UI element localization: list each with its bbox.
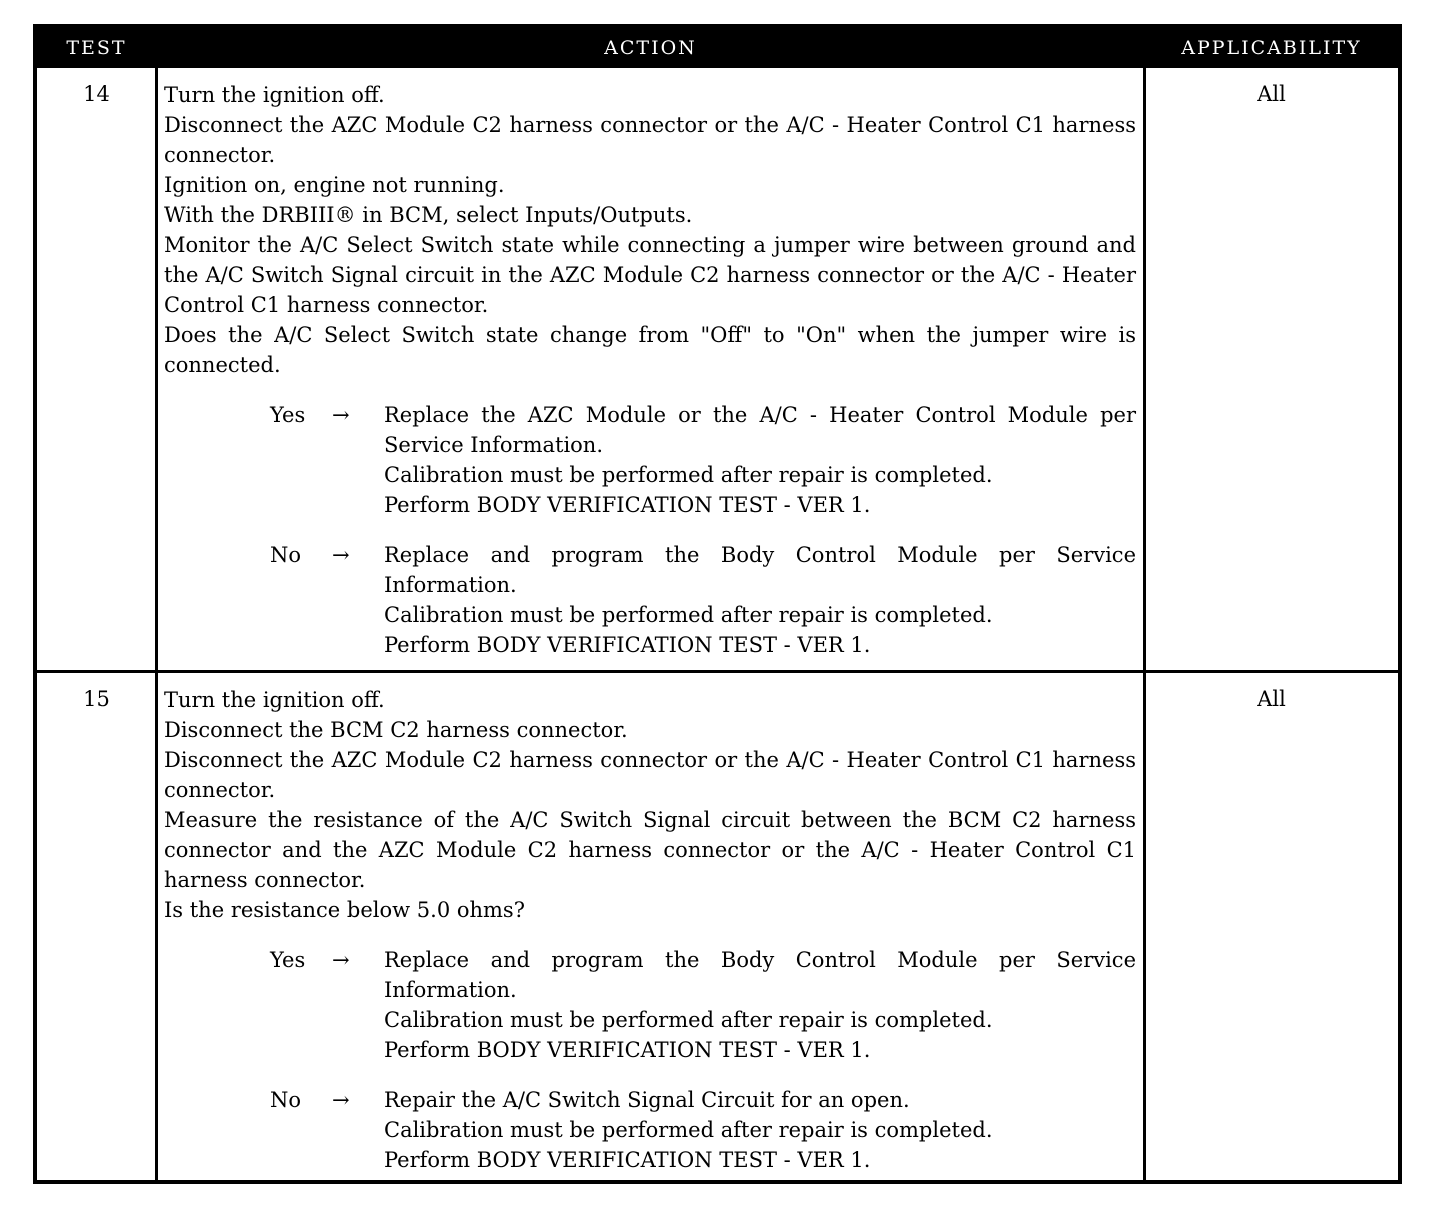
arrow-icon: →: [332, 403, 350, 427]
outcome-line: Perform BODY VERIFICATION TEST - VER 1.: [384, 493, 871, 517]
test-number: 14: [83, 82, 110, 106]
column-divider: [155, 68, 158, 1180]
test-number: 15: [83, 687, 110, 711]
action-step: Is the resistance below 5.0 ohms?: [164, 898, 525, 922]
outcome-body: [384, 540, 1136, 660]
action-step: Disconnect the AZC Module C2 harness connector or the A/C - Heater Control C1 harness connector.: [164, 113, 1136, 167]
action-step: Monitor the A/C Select Switch state while connecting a jumper wire between ground and the A/C Switch Signal circuit in the AZC Module C2 harness connector or the A/C - Heater Control C1 harness connector.: [164, 233, 1136, 317]
table-row-test-15: [37, 673, 1398, 1180]
action-step: With the DRBIII® in BCM, select Inputs/Outputs.: [164, 203, 693, 227]
outcome-label: No: [270, 1088, 302, 1112]
arrow-icon: →: [332, 948, 350, 972]
action-step: Turn the ignition off.: [164, 83, 385, 107]
column-divider: [1143, 68, 1146, 1180]
outcome-body: [384, 400, 1136, 520]
action-step: Disconnect the BCM C2 harness connector.: [164, 718, 628, 742]
outcome-line: Calibration must be performed after repair is completed.: [384, 1118, 993, 1142]
arrow-icon: →: [332, 543, 350, 567]
outcome-line: Replace the AZC Module or the A/C - Heater Control Module per Service Information.: [384, 403, 1136, 457]
outcome-line: Repair the A/C Switch Signal Circuit for an open.: [384, 1088, 910, 1112]
outcome-line: Calibration must be performed after repair is completed.: [384, 1008, 993, 1032]
outcome-line: Calibration must be performed after repair is completed.: [384, 463, 993, 487]
outcome-line: Replace and program the Body Control Module per Service Information.: [384, 948, 1136, 1002]
outcome-body: [384, 1085, 1136, 1175]
applicability-cell: All: [1257, 687, 1286, 711]
action-step: Ignition on, engine not running.: [164, 173, 505, 197]
outcome-yes: [164, 400, 1136, 520]
outcome-body: [384, 945, 1136, 1065]
outcome-label: Yes: [270, 403, 306, 427]
table-header: [37, 28, 1398, 68]
action-step: Turn the ignition off.: [164, 688, 385, 712]
header-action: ACTION: [604, 37, 697, 59]
action-cell: [164, 80, 1136, 660]
outcome-yes: [164, 945, 1136, 1065]
action-step: Does the A/C Select Switch state change from "Off" to "On" when the jumper wire is connected.: [164, 323, 1136, 377]
outcome-no: [164, 540, 1136, 660]
action-step: Disconnect the AZC Module C2 harness connector or the A/C - Heater Control C1 harness connector.: [164, 748, 1136, 802]
outcome-line: Calibration must be performed after repair is completed.: [384, 603, 993, 627]
outcome-line: Perform BODY VERIFICATION TEST - VER 1.: [384, 1038, 871, 1062]
outcome-line: Replace and program the Body Control Module per Service Information.: [384, 543, 1136, 597]
action-step: Measure the resistance of the A/C Switch Signal circuit between the BCM C2 harness connector and the AZC Module C2 harness connector or the A/C - Heater Control C1 harness connector.: [164, 808, 1136, 892]
applicability-cell: All: [1257, 82, 1286, 106]
outcome-line: Perform BODY VERIFICATION TEST - VER 1.: [384, 633, 871, 657]
header-applicability: APPLICABILITY: [1181, 37, 1362, 59]
outcome-no: [164, 1085, 1136, 1175]
arrow-icon: →: [332, 1088, 350, 1112]
diagnostic-test-table: [33, 24, 1402, 1184]
action-cell: [164, 685, 1136, 1175]
header-test: TEST: [66, 37, 127, 59]
outcome-label: No: [270, 543, 302, 567]
outcome-line: Perform BODY VERIFICATION TEST - VER 1.: [384, 1148, 871, 1172]
table-row-test-14: [37, 68, 1398, 673]
outcome-label: Yes: [270, 948, 306, 972]
